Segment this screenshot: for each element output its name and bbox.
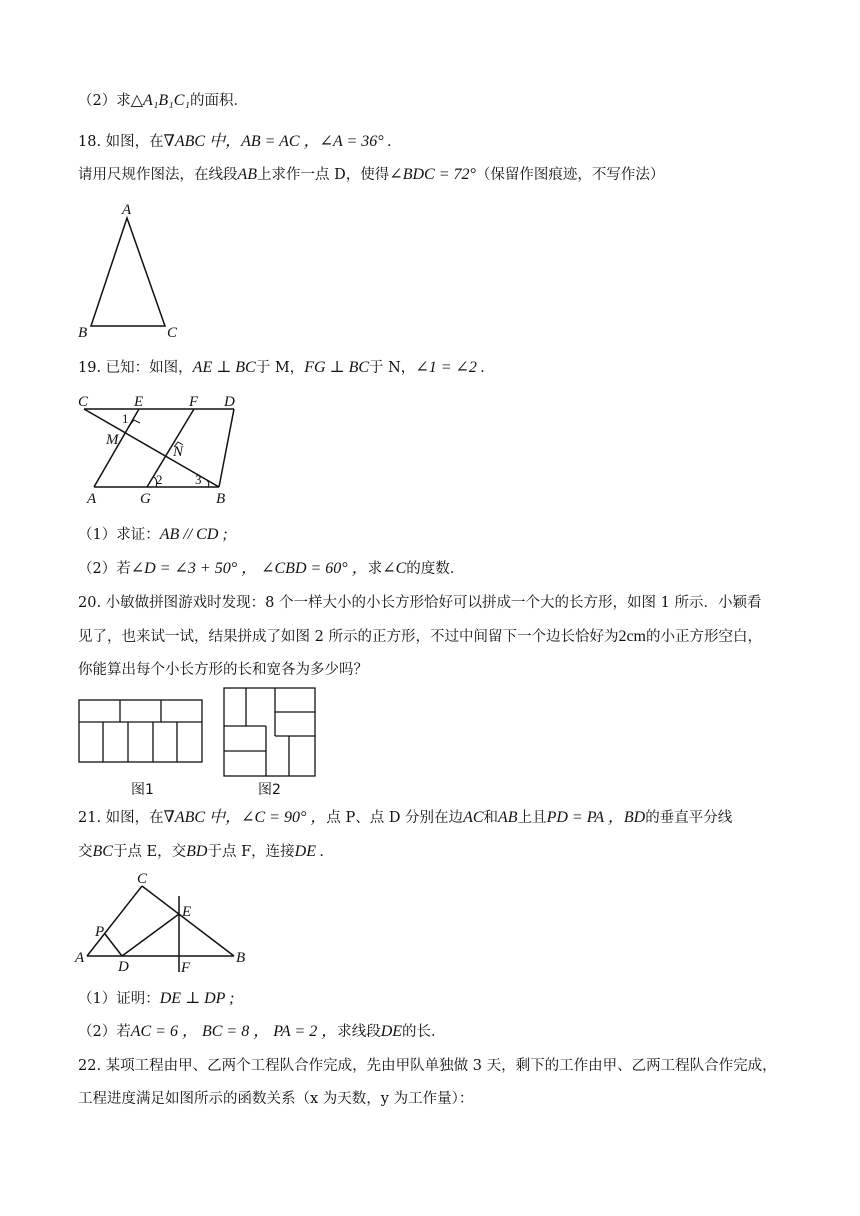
label-a: A <box>87 491 97 507</box>
q21-line2-math2: BD <box>186 843 208 860</box>
q21-line1-mid2: 和 <box>483 810 499 826</box>
q18-line2-suffix: （保留作图痕迹，不写作法） <box>475 167 665 183</box>
label-e: E <box>134 394 144 410</box>
q19-mid1: 于 M， <box>255 360 305 376</box>
q17-part2-math: △A₁B₁C₁ <box>130 92 190 109</box>
q21-part1-prefix: （1）证明： <box>78 991 160 1007</box>
label-f: F <box>189 394 199 410</box>
label-c: C <box>137 871 148 887</box>
q17-part2-suffix: 的面积． <box>189 93 248 109</box>
q19-part2-mid: 求 <box>367 561 383 577</box>
label-c: C <box>167 325 178 341</box>
q19-parallelogram-figure <box>74 390 254 508</box>
label-b: B <box>236 950 246 966</box>
q19-part2-prefix: （2）若 <box>78 561 131 577</box>
q19-part2-math2: ∠C <box>382 560 407 577</box>
q20-line2-prefix: 见了，也来试一试，结果拼成了如图 2 所示的正方形，不过中间留下一个边长恰好为 <box>78 629 619 645</box>
q21-part2-math2: DE <box>380 1023 403 1040</box>
figure-1-rectangle <box>79 700 202 762</box>
q21-line2-math1: BC <box>92 843 113 860</box>
q21-line1-prefix: 21. 如图，在 <box>78 810 164 826</box>
triangle-abc <box>91 218 165 326</box>
label-g: G <box>140 491 151 507</box>
q20-line2-suffix: 的小正方形空白， <box>646 629 762 645</box>
q21-triangle-figure <box>74 866 254 976</box>
q19-part2-math1: ∠D = ∠3 + 50° ， ∠CBD = 60° ， <box>130 560 368 577</box>
q19-math2: FG ⊥ BC <box>304 359 370 376</box>
q21-line1-math2: AC <box>463 809 484 826</box>
label-e: E <box>182 904 192 920</box>
fig2-caption: 图2 <box>258 782 281 798</box>
q21-part2-suffix: 求线段 <box>337 1024 381 1040</box>
label-a: A <box>122 202 132 218</box>
q18-line2-mid: 上求作一点 D，使得 <box>257 167 390 183</box>
q21-line1-math3: AB <box>498 809 518 826</box>
label-a: A <box>75 950 85 966</box>
q18-stem-line2 <box>78 165 664 185</box>
q20-line2-math: 2cm <box>618 628 646 645</box>
q22-line1: 22. 某项工程由甲、乙两个工程队合作完成，先由甲队单独做 3 天，剩下的工作由甲、乙两工程队合作完成， <box>78 1058 777 1074</box>
q19-math1: AE ⊥ BC <box>192 359 256 376</box>
q21-part2-suffix2: 的长． <box>402 1024 446 1040</box>
q21-line2-prefix: 交 <box>78 844 93 860</box>
label-b: B <box>78 325 88 341</box>
q20-line1: 20. 小敏做拼图游戏时发现：8 个一样大小的小长方形恰好可以拼成一个大的长方形，如图 1 所示．小颖看 <box>78 595 762 611</box>
q19-mid2: 于 N， <box>369 360 416 376</box>
q20-line2 <box>78 627 762 647</box>
q19-math3: ∠1 = ∠2 . <box>415 359 485 376</box>
label-m: M <box>106 432 119 448</box>
q19-stem <box>78 358 485 378</box>
q21-line1-math4: PD = PA ，BD <box>546 809 646 826</box>
label-p: P <box>95 924 105 940</box>
q21-line1-suffix: 的垂直平分线 <box>645 810 733 826</box>
q17-part2 <box>78 91 248 111</box>
q21-part2 <box>78 1022 446 1042</box>
q19-part1-math: AB // CD ; <box>159 526 228 543</box>
q18-line2-math2: ∠BDC = 72° <box>389 166 476 183</box>
label-angle-3: 3 <box>195 472 202 487</box>
label-d: D <box>118 959 129 975</box>
q21-line2-math3: DE . <box>294 843 324 860</box>
q17-part2-prefix: （2）求 <box>78 93 131 109</box>
q19-part2-suffix: 的度数． <box>406 561 465 577</box>
figure-2-square <box>224 688 315 776</box>
label-b: B <box>216 491 226 507</box>
q21-line2-mid2: 于点 F，连接 <box>207 844 295 860</box>
q18-stem-line1 <box>78 132 392 152</box>
q20-line3: 你能算出每个小长方形的长和宽各为多少吗？ <box>78 662 368 678</box>
label-angle-2: 2 <box>156 472 163 487</box>
q22-line2: 工程进度满足如图所示的函数关系（x 为天数，y 为工作量）： <box>78 1091 474 1107</box>
q21-part1-math: DE ⊥ DP ; <box>159 990 235 1007</box>
q19-part1-prefix: （1）求证： <box>78 527 160 543</box>
q19-part1 <box>78 525 228 545</box>
q21-line2-mid1: 于点 E，交 <box>112 844 187 860</box>
q21-line1-mid3: 上且 <box>517 810 547 826</box>
q18-line1-math: ∇ABC 中，AB = AC ，∠A = 36° . <box>163 133 392 150</box>
q19-line1: 19. 已知：如图， <box>78 360 193 376</box>
q21-part1 <box>78 989 234 1009</box>
q21-line1-math1: ∇ABC 中，∠C = 90° ， <box>163 809 327 826</box>
q18-line2-math1: AB <box>237 166 258 183</box>
q21-line1-mid1: 点 P、点 D 分别在边 <box>326 810 464 826</box>
fig1-caption: 图1 <box>131 782 154 798</box>
label-f: F <box>181 960 191 976</box>
q18-triangle-figure <box>74 196 194 342</box>
label-n: N <box>173 444 184 460</box>
q21-part2-prefix: （2）若 <box>78 1024 131 1040</box>
q21-line1 <box>78 808 732 828</box>
q21-part2-math: AC = 6 ， BC = 8 ， PA = 2 ， <box>130 1023 338 1040</box>
q21-line2 <box>78 842 324 862</box>
q20-figures <box>74 684 324 800</box>
q19-part2 <box>78 559 464 579</box>
label-c: C <box>78 394 89 410</box>
label-angle-1: 1 <box>122 411 129 426</box>
label-d: D <box>224 394 235 410</box>
q18-line1-prefix: 18. 如图，在 <box>78 134 164 150</box>
q18-line2-prefix: 请用尺规作图法，在线段 <box>78 167 238 183</box>
